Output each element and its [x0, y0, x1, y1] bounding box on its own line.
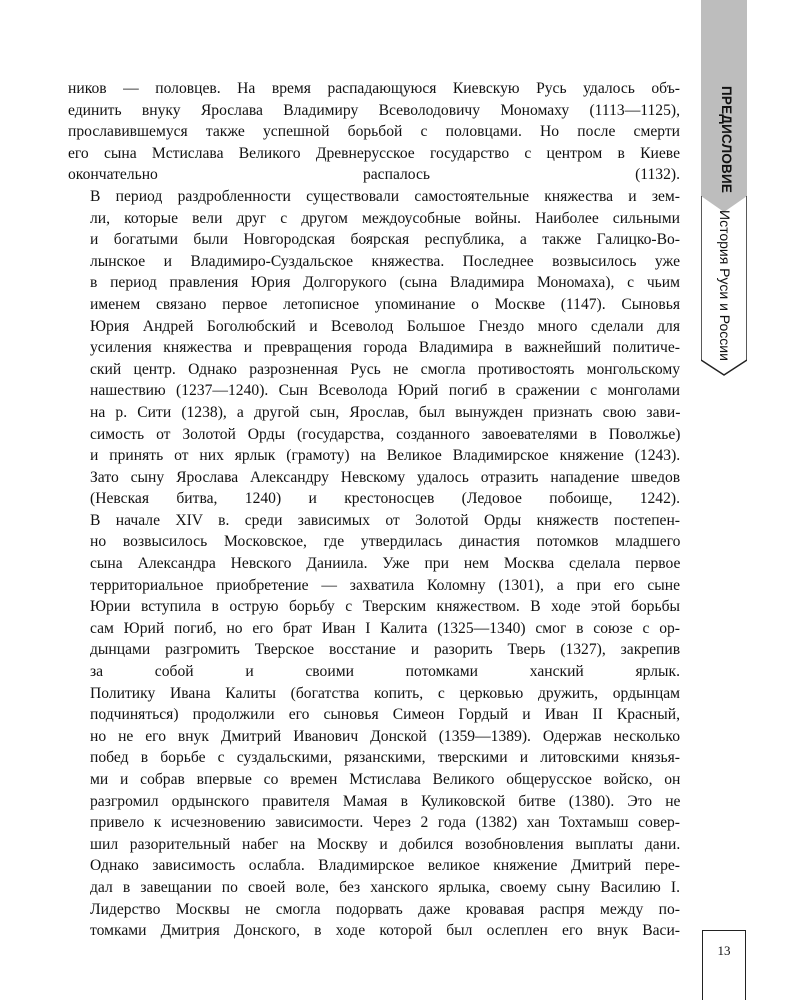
text-line: единить внуку Ярослава Владимиру Всеволодовичу Мономаху (1113—1125), [68, 101, 680, 119]
text-line: территориальное приобретение — захватила Коломну (1301), а при его сыне [90, 576, 680, 594]
subject-label: История Руси и России [717, 210, 733, 361]
text-line: разгромил ордынского правителя Мамая в Куликовской битве (1380). Это не [90, 792, 681, 810]
text-line: подчиняться) продолжили его сыновья Симеон Гордый и Иван II Красный, [90, 706, 680, 724]
text-line: лынское и Владимиро-Суздальское княжества. Последнее возвысилось уже [90, 252, 680, 270]
text-line: Однако зависимость ослабла. Владимирское великое княжение Дмитрий пере- [90, 857, 680, 875]
text-line: В период раздробленности существовали самостоятельные княжества и зем- [90, 187, 680, 205]
paragraph [68, 683, 680, 899]
text-line: Юрии вступила в острую борьбу с Тверским княжеством. В ходе этой борьбы [90, 598, 680, 616]
text-line: Юрия Андрей Боголюбский и Всеволод Большое Гнездо много сделали для [90, 317, 680, 335]
text-line: но не его внук Дмитрий Иванович Донской (1359—1389). Одержав несколько [90, 727, 680, 745]
text-line: но возвысилось Московское, где утвердилась династия потомков младшего [90, 533, 681, 551]
text-line: сына Александра Невского Даниила. Уже при нем Москва сделала первое [90, 555, 681, 573]
text-line: именем связано первое летописное упоминание о Москве (1147). Сыновья [90, 295, 680, 313]
text-line: окончательно распалось (1132). [68, 166, 680, 184]
text-line: и богатыми были Новгородская боярская республика, а также Галицко-Во- [90, 231, 680, 249]
text-line: ников — половцев. На время распадающуюся Киевскую Русь удалось объ- [68, 80, 680, 97]
text-line: шил разорительный набег на Москву и добился возобновления выплаты дани. [90, 835, 681, 853]
paragraph [68, 78, 680, 186]
text-line: прославившемуся также успешной борьбой с половцами. Но после смерти [68, 123, 680, 141]
paragraph [68, 899, 680, 942]
paragraph [68, 510, 680, 683]
text-line: его сына Мстислава Великого Древнерусское государство с центром в Киеве [68, 144, 680, 162]
text-line: сам Юрий погиб, но его брат Иван I Калита (1325—1340) смог в союзе с ор- [90, 619, 680, 637]
text-line: за собой и своими потомками ханский ярлык. [90, 663, 680, 681]
text-line: томками Дмитрия Донского, в ходе которой был ослеплен его внук Васи- [90, 922, 680, 940]
text-line: дал в завещании по своей воле, без ханского ярлыка, своему сыну Василию I. [90, 878, 680, 896]
text-line: ми и собрав впервые со времен Мстислава Великого общерусское войско, он [90, 771, 681, 788]
text-line: дынцами разгромить Тверское восстание и разорить Тверь (1327), закрепив [90, 641, 681, 659]
text-line: в период правления Юрия Долгорукого (сына Владимира Мономаха), с чьим [90, 274, 680, 292]
text-line: побед в борьбе с суздальскими, рязанскими, тверскими и литовскими князья- [90, 749, 680, 767]
text-line: ли, которые вели друг с другом междоусобные войны. Наиболее сильными [90, 209, 680, 227]
page-number: 13 [717, 943, 731, 958]
text-line: ский центр. Однако разрозненная Русь не смогла противостоять монгольскому [90, 360, 680, 378]
text-line: усиления княжества и превращения города Владимира в важнейший политиче- [90, 339, 680, 357]
text-line: В начале XIV в. среди зависимых от Золотой Орды княжеств постепен- [90, 511, 680, 529]
text-line: на р. Сити (1238), а другой сын, Ярослав, был вынужден признать свою зави- [90, 403, 681, 421]
text-line: нашествию (1237—1240). Сын Всеволода Юрий погиб в сражении с монголами [90, 382, 680, 400]
paragraph [68, 186, 680, 510]
text-line: Политику Ивана Калиты (богатства копить, с церковью дружить, ордынцам [90, 684, 680, 702]
text-line: привело к исчезновению зависимости. Через 2 года (1382) хан Тохтамыш совер- [90, 814, 680, 832]
body-text [68, 78, 680, 942]
text-line: (Невская битва, 1240) и крестоносцев (Ледовое побоище, 1242). [90, 490, 680, 508]
text-line: и принять от них ярлык (грамоту) на Великое Владимирское княжение (1243). [90, 447, 681, 465]
page-number-box [702, 930, 746, 1000]
section-label: ПРЕДИСЛОВИЕ [719, 86, 734, 194]
text-line: симость от Золотой Орды (государства, созданного завоевателями в Поволжье) [90, 425, 681, 443]
text-line: Зато сыну Ярослава Александру Невскому удалось отразить нападение шведов [90, 468, 681, 486]
text-line: Лидерство Москвы не смогла подорвать даже кровавая распря между по- [90, 900, 680, 918]
